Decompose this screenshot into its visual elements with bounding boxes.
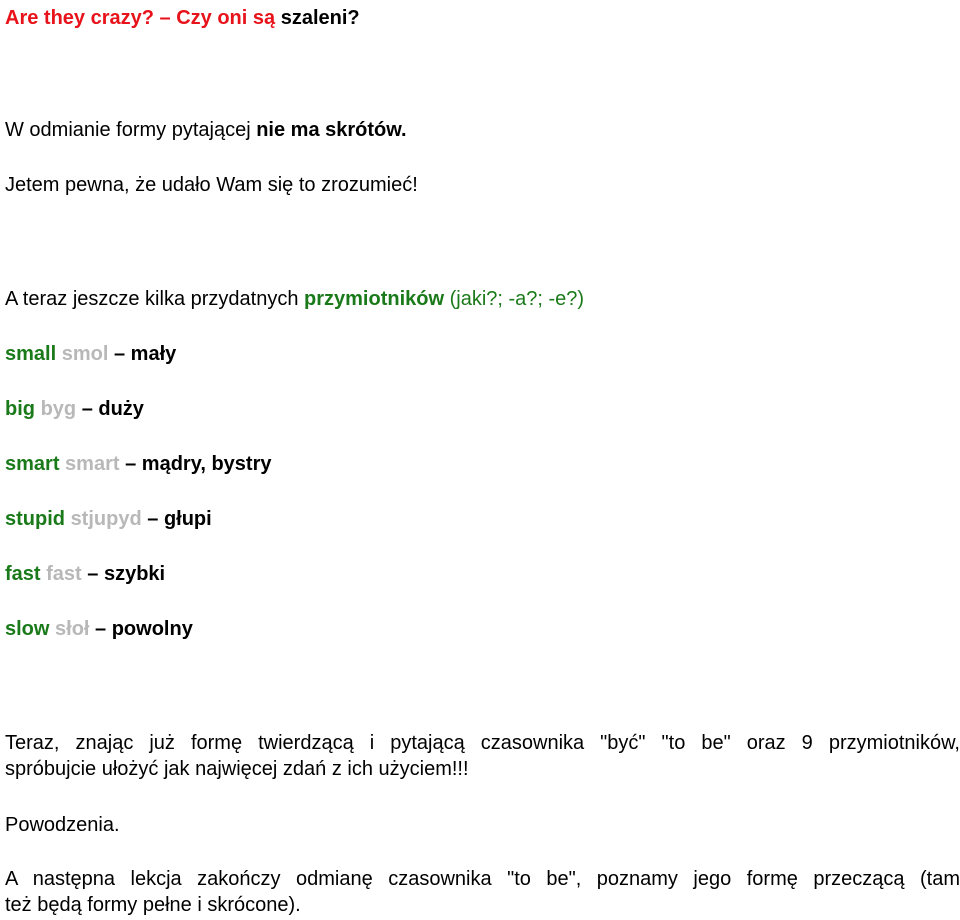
adjective-word: small [5,343,57,365]
adjective-row [5,617,193,641]
adjective-row [5,342,176,366]
adjective-word: big [5,398,35,420]
adjective-translation: powolny [111,618,193,640]
intro-line-1-bold: nie ma skrótów. [256,119,407,141]
adjective-row [5,397,144,421]
adjectives-intro-bold: przymiotników [304,288,445,310]
adjective-translation: duży [98,398,144,420]
intro-line-2: Jetem pewna, że udało Wam się to zrozumieć! [5,174,418,196]
adjectives-intro-plain: A teraz jeszcze kilka przydatnych [5,288,305,310]
adjective-translation: mały [130,343,177,365]
adjective-dash: – [125,453,137,475]
adjective-row [5,507,212,531]
intro-line-1-plain: W odmianie formy pytającej [5,119,257,141]
adjectives-intro-suffix: (jaki?; -a?; -e?) [444,288,585,310]
adjective-word: smart [5,453,60,475]
adjective-word: slow [5,618,50,640]
adjective-pronunciation: słoł [55,618,90,640]
next-lesson-line-1: A następna lekcja zakończy odmianę czasownika "to be", poznamy jego formę przeczącą (tam [5,868,960,890]
adjective-dash: – [147,508,159,530]
adjectives-intro [5,287,584,311]
adjective-dash: – [95,618,107,640]
title-dash: – [159,7,171,29]
task-paragraph [5,730,960,782]
adjective-dash: – [81,398,93,420]
page-title [5,6,360,30]
title-english: Are they crazy? [5,7,154,29]
adjective-translation: szybki [103,563,166,585]
next-lesson-paragraph [5,866,960,918]
adjective-dash: – [87,563,99,585]
closing-text: Powodzenia. [5,814,120,836]
adjective-word: fast [5,563,41,585]
adjective-pronunciation: smart [65,453,120,475]
title-polish-black: szaleni? [280,7,360,29]
adjective-row [5,452,271,476]
adjective-row [5,562,165,586]
adjective-word: stupid [5,508,65,530]
adjective-pronunciation: byg [40,398,77,420]
task-line-1: Teraz, znając już formę twierdzącą i pytającą czasownika "być" "to be" oraz 9 przymiotników, [5,732,960,754]
adjective-pronunciation: stjupyd [70,508,142,530]
adjective-translation: głupi [163,508,212,530]
task-line-2: spróbujcie ułożyć jak najwięcej zdań z ich użyciem!!! [5,758,469,780]
adjective-dash: – [113,343,126,365]
adjective-pronunciation: fast [46,563,82,585]
adjective-translation: mądry, bystry [141,453,272,475]
adjective-pronunciation: smol [61,343,109,365]
title-polish-red: Czy oni są [176,7,276,29]
intro-line-1 [5,118,407,142]
next-lesson-line-2: też będą formy pełne i skrócone). [5,894,301,916]
